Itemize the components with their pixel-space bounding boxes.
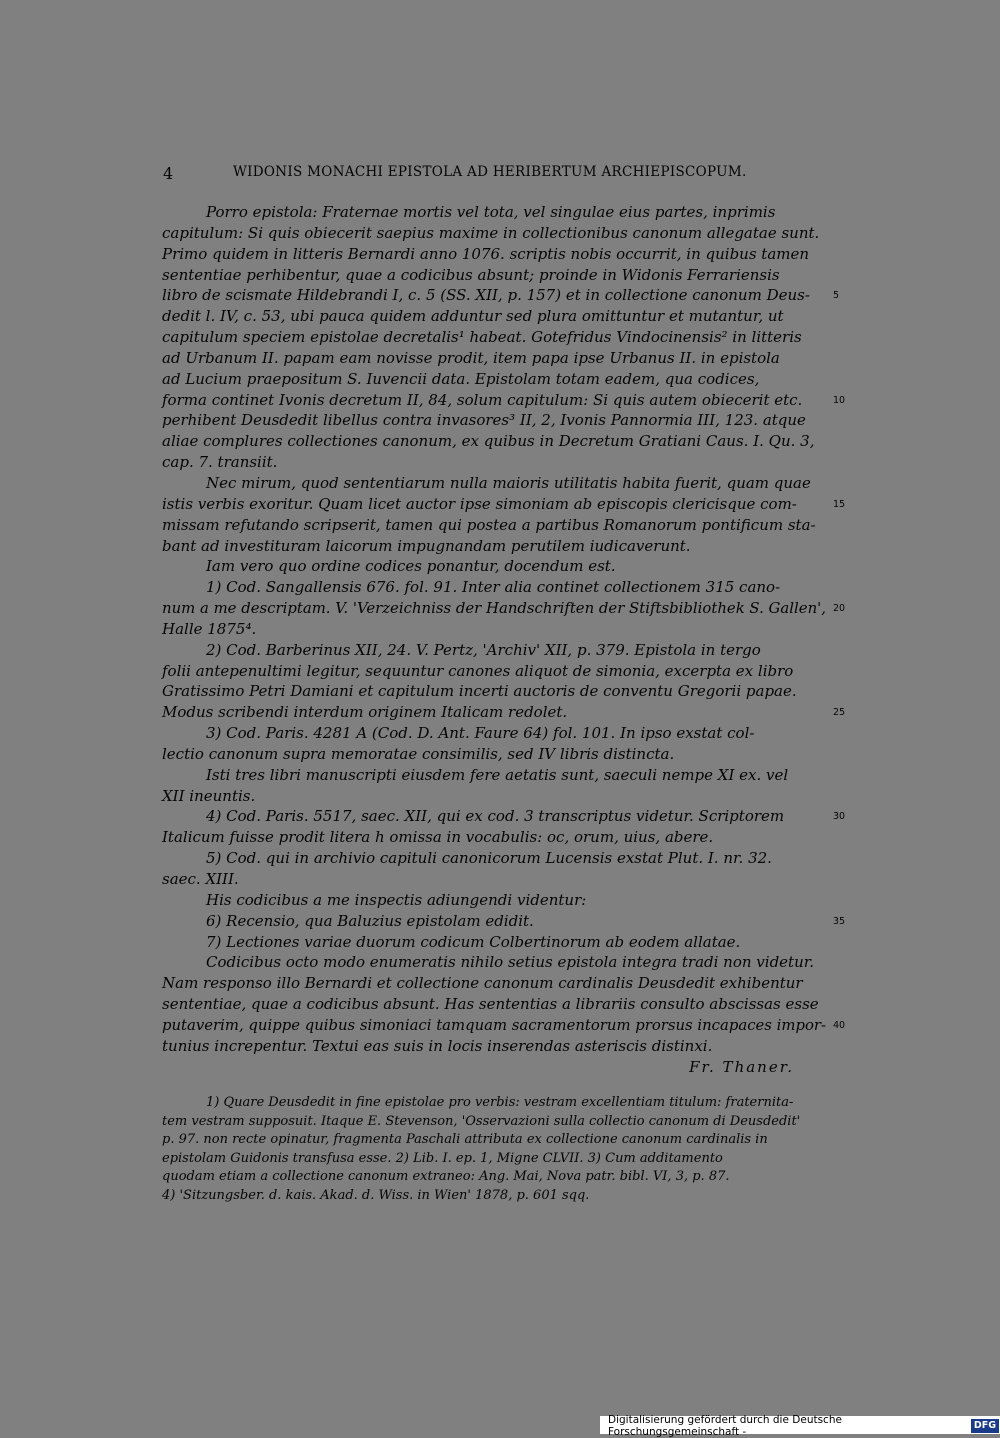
text-line [162, 702, 846, 723]
text-line [162, 827, 826, 848]
text-line [162, 348, 826, 369]
line-number: 40 [833, 1019, 846, 1031]
text-line [162, 431, 826, 452]
text-line-content: XII ineuntis. [162, 786, 256, 805]
line-number: 15 [833, 498, 846, 510]
main-text [162, 202, 846, 1077]
text-line [162, 932, 826, 953]
digitization-footer [608, 1414, 1000, 1438]
text-line [162, 723, 826, 744]
text-line-content: Nec mirum, quod sententiarum nulla maioris utilitatis habita fuerit, quam quae [206, 473, 811, 492]
signature [162, 1057, 826, 1078]
text-line-content: missam refutando scripserit, tamen qui postea a partibus Romanorum pontificum sta- [162, 515, 816, 534]
text-line-content: Nam responso illo Bernardi et collectione canonum cardinalis Deusdedit exhibentur [162, 974, 803, 993]
text-line-content: lectio canonum supra memoratae consimilis, sed IV libris distincta. [162, 744, 675, 763]
text-line-content: libro de scismate Hildebrandi I, c. 5 (SS. XII, p. 157) et in collectione canonum Deus- [162, 286, 810, 305]
text-line-content: cap. 7. transiit. [162, 453, 278, 472]
text-line [162, 202, 826, 223]
footnote-line: 1) Quare Deusdedit in fine epistolae pro verbis: vestram excellentiam titulum: fraternita- [206, 1095, 794, 1110]
page-header [163, 164, 793, 186]
text-line-content: His codicibus a me inspectis adiungendi videntur: [206, 890, 587, 909]
text-line-content: 4) Cod. Paris. 5517, saec. XII, qui ex cod. 3 transcriptus videtur. Scriptorem [206, 807, 785, 826]
text-line [162, 577, 826, 598]
text-line [162, 1015, 846, 1036]
text-line-content: sententiae, quae a codicibus absunt. Has sententias a librariis consulto abscissas esse [162, 995, 819, 1014]
footnote-line: epistolam Guidonis transfusa esse. 2) Lib. I. ep. 1, Migne CLVII. 3) Cum additamento [162, 1150, 723, 1166]
text-line [162, 536, 826, 557]
text-line-content: folii antepenultimi legitur, sequuntur canones aliquot de simonia, excerpta ex libro [162, 661, 794, 680]
line-number: 30 [833, 811, 846, 823]
text-line [162, 285, 840, 306]
footer-text: Digitalisierung gefördert durch die Deutsche Forschungsgemeinschaft - [608, 1414, 842, 1438]
footnote-line: quodam etiam a collectione canonum extraneo: Ang. Mai, Nova patr. bibl. VI, 3, p. 87. [162, 1169, 730, 1184]
text-line [162, 494, 846, 515]
text-line [162, 244, 826, 265]
text-line-content: ad Lucium praepositum S. Iuvencii data. Epistolam totam eadem, qua codices, [162, 369, 760, 388]
text-line-content: 6) Recensio, qua Baluzius epistolam edidit. [206, 911, 534, 930]
text-line-content: Porro epistola: Fraternae mortis vel tota, vel singulae eius partes, inprimis [206, 203, 776, 221]
text-line-content: istis verbis exoritur. Quam licet auctor ipse simoniam ab episcopis clericisque com- [162, 494, 797, 513]
text-line [162, 223, 826, 244]
text-line [162, 598, 846, 619]
text-line-content: putaverim, quippe quibus simoniaci tamquam sacramentorum prorsus incapaces impor- [162, 1015, 826, 1034]
text-line-content: ad Urbanum II. papam eam novisse prodit, item papa ipse Urbanus II. in epistola [162, 348, 780, 367]
text-line-content: Isti tres libri manuscripti eiusdem fere aetatis sunt, saeculi nempe XI ex. vel [206, 765, 789, 784]
text-line [162, 681, 826, 702]
text-line-content: Gratissimo Petri Damiani et capitulum incerti auctoris de conventu Gregorii papae. [162, 682, 797, 701]
text-line [162, 410, 826, 431]
footnotes [162, 1094, 826, 1205]
text-line-content: sententiae perhibentur, quae a codicibus absunt; proinde in Widonis Ferrariensis [162, 265, 780, 284]
text-line-content: bant ad investituram laicorum impugnandam perutilem iudicaverunt. [162, 536, 691, 555]
line-number: 35 [833, 915, 846, 927]
text-line [162, 806, 846, 827]
text-line-content: tunius increpentur. Textui eas suis in locis inserendas asteriscis distinxi. [162, 1036, 713, 1055]
text-line-content: 1) Cod. Sangallensis 676. fol. 91. Inter alia continet collectionem 315 cano- [206, 578, 781, 597]
text-line-content: capitulum speciem epistolae decretalis¹ habeat. Gotefridus Vindocinensis² in litteris [162, 328, 802, 347]
text-line-content: Iam vero quo ordine codices ponantur, docendum est. [206, 557, 616, 576]
text-line [162, 515, 826, 536]
line-number: 25 [833, 707, 846, 719]
text-line-content: Italicum fuisse prodit litera h omissa in vocabulis: oc, orum, uius, abere. [162, 828, 714, 847]
text-line [162, 869, 826, 890]
text-line [162, 973, 826, 994]
text-line-content: Primo quidem in litteris Bernardi anno 1076. scriptis nobis occurrit, in quibus tamen [162, 244, 810, 263]
text-line [162, 452, 826, 473]
signature-text: Fr. Thaner. [689, 1057, 794, 1076]
text-line [162, 848, 826, 869]
text-line [162, 765, 826, 786]
line-number: 20 [833, 603, 846, 615]
text-line-content: perhibent Deusdedit libellus contra invasores³ II, 2, Ivonis Pannormia III, 123. atque [162, 411, 806, 430]
text-line [162, 994, 826, 1015]
text-line [162, 556, 826, 577]
text-line [162, 786, 826, 807]
page-number: 4 [163, 164, 174, 183]
text-line-content: 7) Lectiones variae duorum codicum Colbertinorum ab eodem allatae. [206, 932, 741, 951]
text-line-content: saec. XIII. [162, 870, 239, 888]
line-number: 10 [833, 394, 846, 406]
text-line [162, 1036, 826, 1057]
text-line-content: aliae complures collectiones canonum, ex quibus in Decretum Gratiani Caus. I. Qu. 3, [162, 432, 815, 451]
footnote-line: 4) 'Sitzungsber. d. kais. Akad. d. Wiss. in Wien' 1878, p. 601 sqq. [162, 1187, 590, 1203]
text-line-content: dedit l. IV, c. 53, ubi pauca quidem adduntur sed plura omittuntur et mutantur, ut [162, 307, 784, 326]
text-line [162, 327, 826, 348]
running-title: WIDONIS MONACHI EPISTOLA AD HERIBERTUM ARCHIEPISCOPUM. [233, 164, 747, 180]
text-line-content: capitulum: Si quis obiecerit saepius maxime in collectionibus canonum allegatae sunt. [162, 223, 820, 242]
text-line-content: Halle 1875⁴. [162, 619, 257, 638]
text-line-content: Codicibus octo modo enumeratis nihilo setius epistola integra tradi non videtur. [206, 953, 815, 972]
line-number: 5 [833, 290, 840, 302]
text-line-content: Modus scribendi interdum originem Italicam redolet. [162, 703, 568, 722]
dfg-logo: DFG [970, 1418, 1000, 1434]
text-line-content: 3) Cod. Paris. 4281 A (Cod. D. Ant. Faure 64) fol. 101. In ipso exstat col- [206, 724, 755, 743]
text-line [162, 640, 826, 661]
text-line-content: 2) Cod. Barberinus XII, 24. V. Pertz, 'Archiv' XII, p. 379. Epistola in tergo [206, 640, 761, 659]
text-line [162, 744, 826, 765]
text-line [162, 619, 826, 640]
text-line [162, 890, 826, 911]
text-line-content: forma continet Ivonis decretum II, 84, solum capitulum: Si quis autem obiecerit etc. [162, 390, 803, 409]
text-line [162, 306, 826, 327]
text-line [162, 265, 826, 286]
text-line [162, 661, 826, 682]
footnote-line: tem vestram supposuit. Itaque E. Stevenson, 'Osservazioni sulla collectio canonum di Deusdedit' [162, 1113, 801, 1129]
text-line [162, 473, 826, 494]
text-line [162, 911, 846, 932]
text-line-content: 5) Cod. qui in archivio capituli canonicorum Lucensis exstat Plut. I. nr. 32. [206, 849, 772, 868]
footnote-line: p. 97. non recte opinatur, fragmenta Paschali attributa ex collectione canonum cardinalis in [162, 1132, 768, 1147]
text-line [162, 369, 826, 390]
text-line [162, 390, 846, 411]
text-line-content: num a me descriptam. V. 'Verzeichniss der Handschriften der Stiftsbibliothek S. Gallen', [162, 599, 826, 618]
text-line [162, 952, 826, 973]
